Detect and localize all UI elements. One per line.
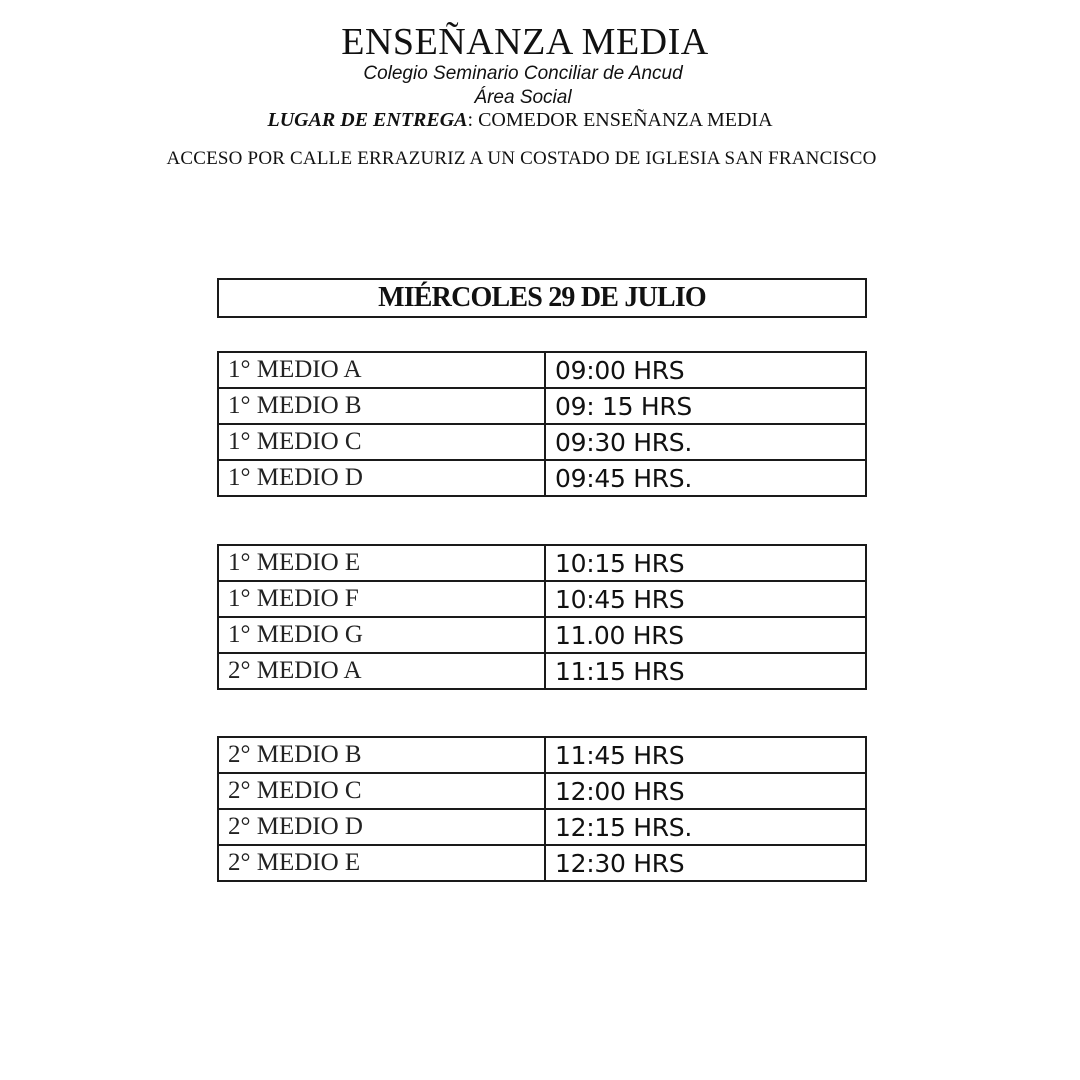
course-cell: 2° MEDIO D xyxy=(218,809,545,845)
delivery-value: : COMEDOR ENSEÑANZA MEDIA xyxy=(467,109,773,131)
table-row xyxy=(218,809,866,845)
course-cell: 1° MEDIO B xyxy=(218,388,545,424)
course-cell: 1° MEDIO F xyxy=(218,581,545,617)
time-cell: 10:15 HRS xyxy=(545,545,866,581)
course-cell: 2° MEDIO C xyxy=(218,773,545,809)
delivery-line xyxy=(0,109,1040,132)
table-row xyxy=(218,653,866,689)
course-cell: 2° MEDIO E xyxy=(218,845,545,881)
time-cell: 11:45 HRS xyxy=(545,737,866,773)
table-row xyxy=(218,737,866,773)
time-cell: 11:15 HRS xyxy=(545,653,866,689)
time-cell: 09:00 HRS xyxy=(545,352,866,388)
table-row xyxy=(218,460,866,496)
course-cell: 1° MEDIO C xyxy=(218,424,545,460)
schedule-group-2 xyxy=(217,544,867,690)
day-header: MIÉRCOLES 29 DE JULIO xyxy=(217,278,867,318)
time-cell: 09: 15 HRS xyxy=(545,388,866,424)
page-title: ENSEÑANZA MEDIA xyxy=(341,21,709,63)
time-cell: 10:45 HRS xyxy=(545,581,866,617)
course-cell: 1° MEDIO D xyxy=(218,460,545,496)
course-cell: 1° MEDIO E xyxy=(218,545,545,581)
course-cell: 2° MEDIO B xyxy=(218,737,545,773)
area-name: Área Social xyxy=(474,87,572,108)
table-row xyxy=(218,424,866,460)
table-row xyxy=(218,845,866,881)
access-note: ACCESO POR CALLE ERRAZURIZ A UN COSTADO DE IGLESIA SAN FRANCISCO xyxy=(166,148,877,169)
delivery-label: LUGAR DE ENTREGA xyxy=(267,109,468,131)
table-row xyxy=(218,352,866,388)
schedule-group-3 xyxy=(217,736,867,882)
course-cell: 1° MEDIO G xyxy=(218,617,545,653)
table-row xyxy=(218,388,866,424)
school-name: Colegio Seminario Conciliar de Ancud xyxy=(363,63,683,84)
table-row xyxy=(218,581,866,617)
time-cell: 12:30 HRS xyxy=(545,845,866,881)
time-cell: 11.00 HRS xyxy=(545,617,866,653)
time-cell: 09:30 HRS. xyxy=(545,424,866,460)
time-cell: 12:00 HRS xyxy=(545,773,866,809)
table-row xyxy=(218,617,866,653)
time-cell: 12:15 HRS. xyxy=(545,809,866,845)
course-cell: 1° MEDIO A xyxy=(218,352,545,388)
time-cell: 09:45 HRS. xyxy=(545,460,866,496)
table-row xyxy=(218,773,866,809)
table-row xyxy=(218,545,866,581)
course-cell: 2° MEDIO A xyxy=(218,653,545,689)
schedule-group-1 xyxy=(217,351,867,497)
